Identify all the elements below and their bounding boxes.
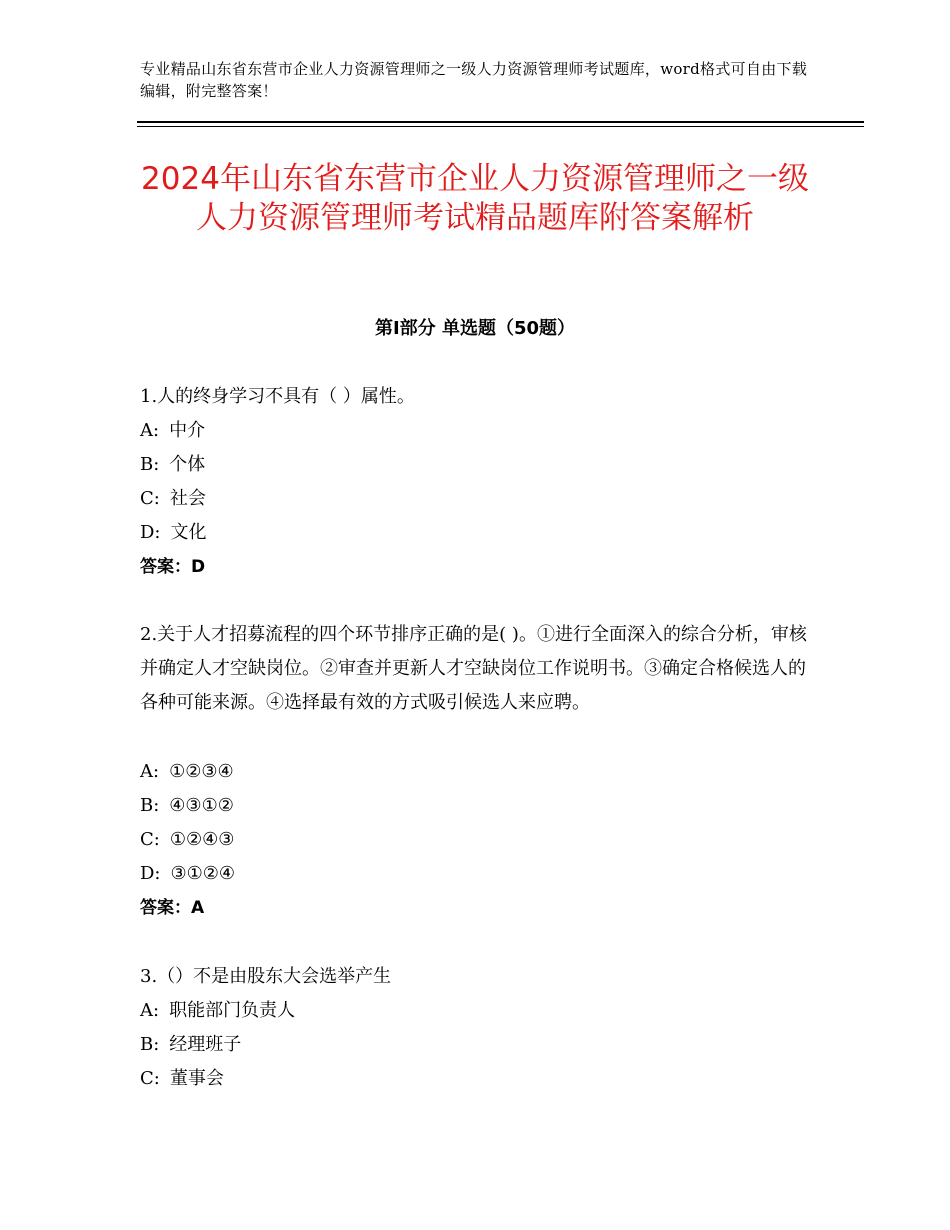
question-3-option-c xyxy=(140,1062,810,1096)
question-3-text: 3.（）不是由股东大会选举产生 xyxy=(140,966,392,987)
question-3-option-b xyxy=(140,1028,810,1062)
question-2-option-a xyxy=(140,755,810,789)
option-letter: B: xyxy=(140,454,160,475)
header-note: 专业精品山东省东营市企业人力资源管理师之一级人力资源管理师考试题库，word格式可自由下载编辑，附完整答案！ xyxy=(140,60,808,100)
header-rule-thick xyxy=(137,121,864,123)
question-2-text: 2.关于人才招募流程的四个环节排序正确的是( )。①进行全面深入的综合分析，审核并确定人才空缺岗位。②审查并更新人才空缺岗位工作说明书。③确定合格候选人的各种可能来源。④选择最有效的方式吸引候选人来应聘。 xyxy=(140,624,807,713)
option-letter: C: xyxy=(140,1068,160,1089)
question-1-option-c xyxy=(140,482,810,516)
question-2-option-c xyxy=(140,823,810,857)
header-rule-thin xyxy=(137,126,864,127)
option-letter: D: xyxy=(140,863,161,884)
question-1-option-d xyxy=(140,516,810,550)
option-letter: C: xyxy=(140,829,160,850)
option-letter: A: xyxy=(140,1000,160,1021)
question-1-answer: 答案：D xyxy=(140,557,206,577)
option-letter: A: xyxy=(140,761,160,782)
option-text: 中介 xyxy=(169,420,206,441)
option-text: ①②④③ xyxy=(169,829,235,850)
option-text: 个体 xyxy=(169,454,206,475)
option-letter: B: xyxy=(140,1034,160,1055)
option-text: ④③①② xyxy=(169,795,234,816)
section-heading: 第Ⅰ部分 单选题（50题） xyxy=(374,318,575,339)
question-1-option-b xyxy=(140,448,810,482)
option-text: 董事会 xyxy=(169,1068,224,1089)
option-letter: D: xyxy=(140,522,161,543)
option-text: 文化 xyxy=(170,522,207,543)
question-1-text: 1.人的终身学习不具有（ ）属性。 xyxy=(140,386,415,407)
question-2-option-d xyxy=(140,857,810,891)
question-3-option-a xyxy=(140,994,810,1028)
question-1-option-a xyxy=(140,414,810,448)
option-letter: C: xyxy=(140,488,160,509)
option-text: ③①②④ xyxy=(170,863,236,884)
question-2-answer: 答案：A xyxy=(140,898,205,918)
document-title: 2024年山东省东营市企业人力资源管理师之一级人力资源管理师考试精品题库附答案解析 xyxy=(141,161,809,236)
option-letter: A: xyxy=(140,420,160,441)
option-letter: B: xyxy=(140,795,160,816)
option-text: 社会 xyxy=(169,488,206,509)
option-text: ①②③④ xyxy=(169,761,234,782)
option-text: 经理班子 xyxy=(169,1034,242,1055)
question-2-option-b xyxy=(140,789,810,823)
option-text: 职能部门负责人 xyxy=(169,1000,296,1021)
